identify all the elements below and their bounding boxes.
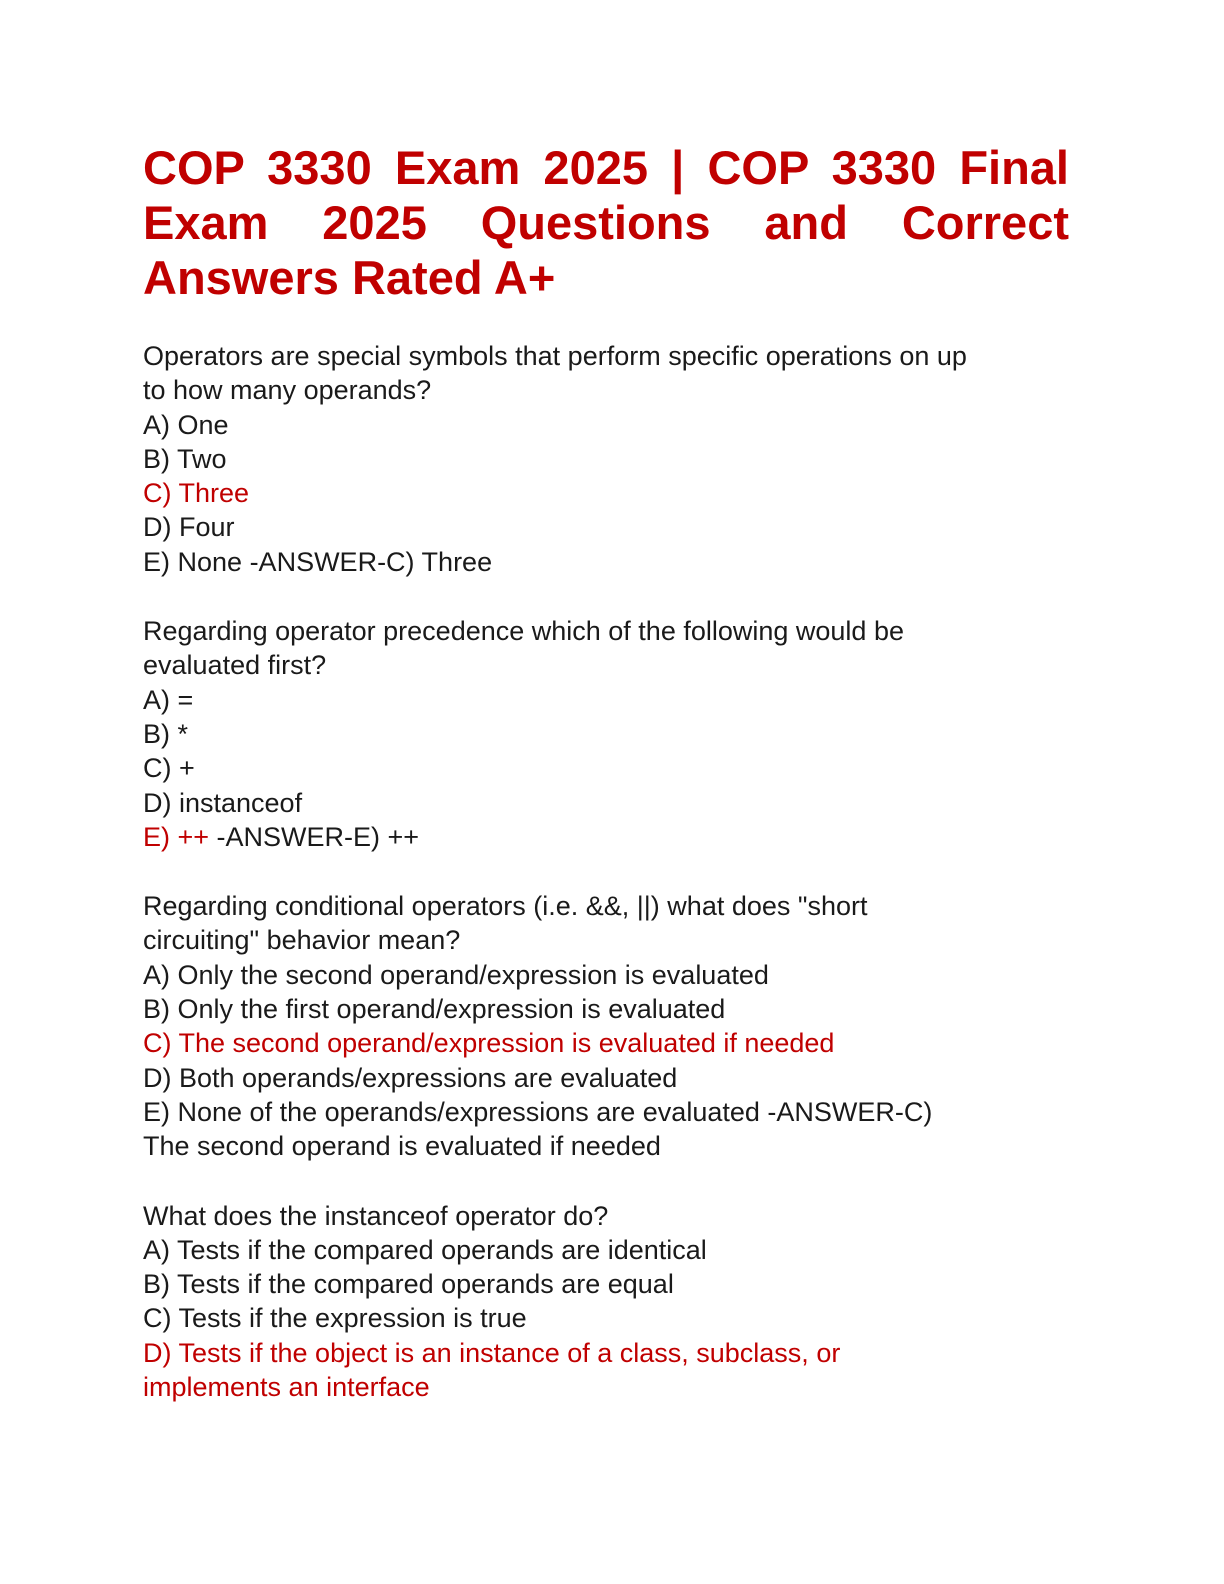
document-title <box>143 140 1069 305</box>
option-with-answer <box>143 545 1069 579</box>
title-line: Answers Rated A+ <box>143 251 556 304</box>
question-block <box>143 1199 1069 1405</box>
question-block <box>143 889 1069 1163</box>
question-text: What does the instanceof operator do? <box>143 1200 609 1231</box>
question-text: to how many operands? <box>143 375 432 406</box>
option: E) None of the operands/expressions are evaluated <box>143 1096 760 1127</box>
title-line: Exam 2025 Questions and Correct <box>143 196 1069 249</box>
option: A) = <box>143 684 194 715</box>
option: B) Tests if the compared operands are equal <box>143 1269 674 1300</box>
correct-option: C) The second operand/expression is evaluated if needed <box>143 1028 835 1059</box>
answer-key: -ANSWER-C) Three <box>242 546 493 577</box>
option: D) Both operands/expressions are evaluated <box>143 1062 678 1093</box>
option: A) Tests if the compared operands are identical <box>143 1234 707 1265</box>
option: E) None <box>143 546 243 577</box>
correct-option: implements an interface <box>143 1372 430 1403</box>
question-text: Regarding operator precedence which of the following would be <box>143 616 904 647</box>
option: C) Tests if the expression is true <box>143 1303 527 1334</box>
question-block <box>143 614 1069 854</box>
correct-option: E) ++ <box>143 821 210 852</box>
answer-key-continuation: The second operand is evaluated if needed <box>143 1131 661 1162</box>
option: A) Only the second operand/expression is evaluated <box>143 959 769 990</box>
title-line: COP 3330 Exam 2025 | COP 3330 Final <box>143 141 1069 194</box>
option: A) One <box>143 409 229 440</box>
option: D) instanceof <box>143 787 303 818</box>
answer-key: -ANSWER-E) ++ <box>209 821 420 852</box>
question-text: evaluated first? <box>143 650 327 681</box>
option: B) * <box>143 718 189 749</box>
correct-option: D) Tests if the object is an instance of a class, subclass, or <box>143 1337 841 1368</box>
question-block <box>143 339 1069 579</box>
question-text: Operators are special symbols that perform specific operations on up <box>143 341 967 371</box>
option-with-answer <box>143 1095 1069 1129</box>
option-with-answer <box>143 820 1069 854</box>
page-content <box>143 140 1069 1404</box>
option: B) Only the first operand/expression is evaluated <box>143 994 726 1025</box>
correct-option: C) Three <box>143 478 250 509</box>
question-text: Regarding conditional operators (i.e. &&, ||) what does "short <box>143 891 868 922</box>
answer-key: -ANSWER-C) <box>759 1096 933 1127</box>
question-text: circuiting" behavior mean? <box>143 925 461 956</box>
option: D) Four <box>143 512 235 543</box>
option: B) Two <box>143 443 227 474</box>
option: C) + <box>143 753 195 784</box>
